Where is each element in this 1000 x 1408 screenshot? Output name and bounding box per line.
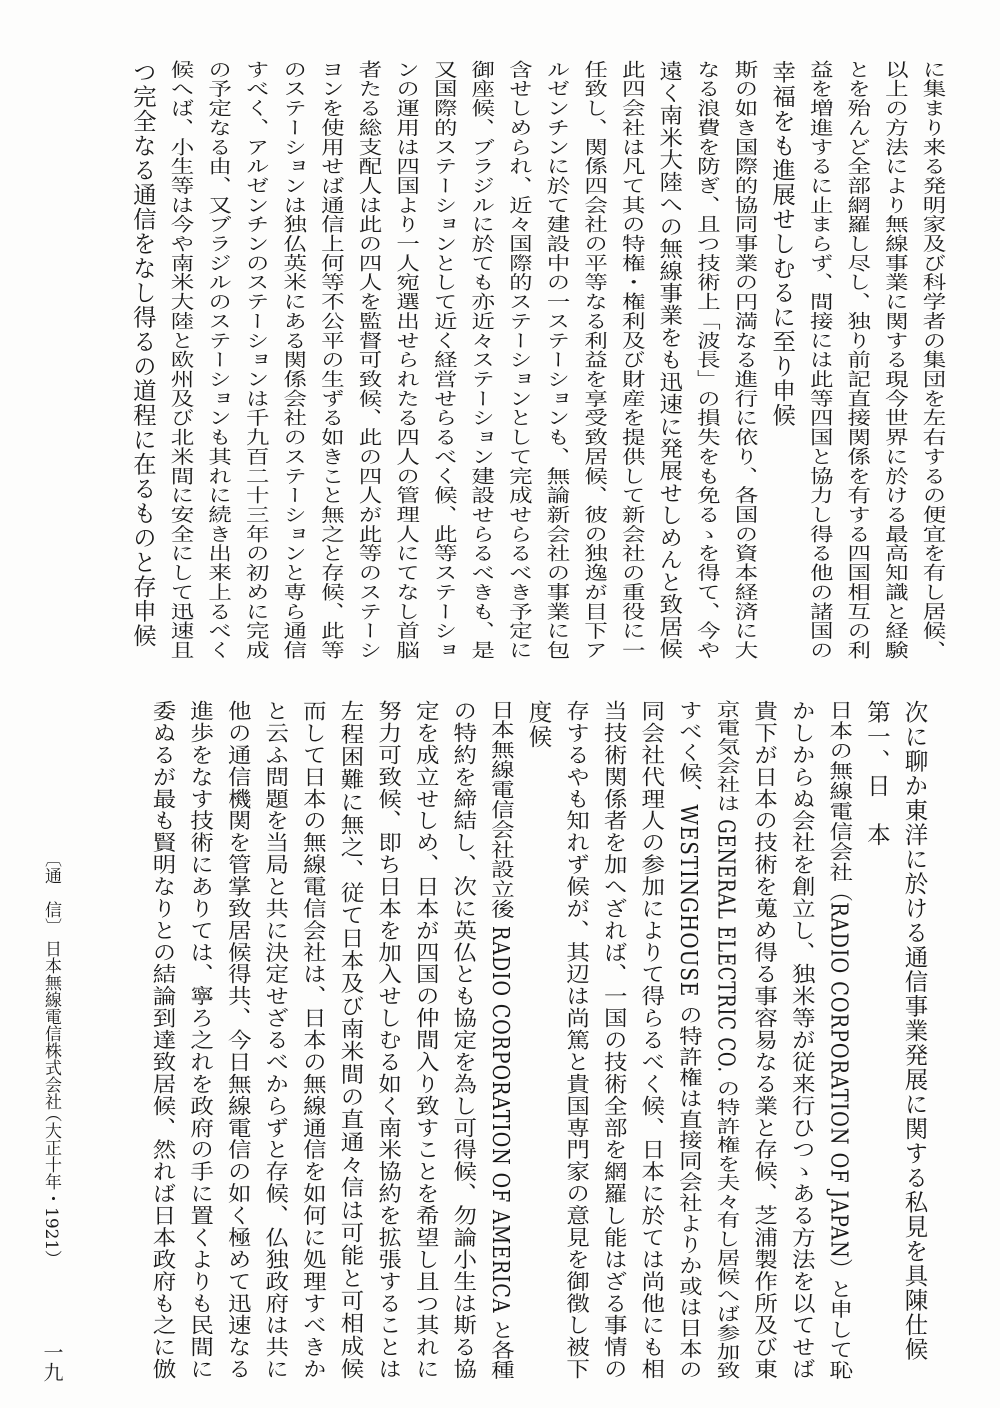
upper-text-line-21: 候へば、小生等は今や南米大陸と欧州及び北米間に安全にして迅速且 (166, 60, 195, 661)
upper-text-line-12: 含せしめられ、近々国際的ステーションとして完成せらるべき予定に (504, 60, 533, 661)
upper-text-line-19: すべく、アルゼンチンのステーションは千九百二十三年の初めに完成 (241, 60, 270, 661)
upper-text-line-11: ルゼンチンに於て建設中の一ステーションも、無論新会社の事業に包 (542, 60, 571, 661)
lower-text-line-12: 日本無線電信会社設立後 RADIO CORPORATION OF AMERICA と各種 (486, 700, 515, 1380)
lower-text-line-3: 日本の無線電信会社（RADIO CORPORATION OF JAPAN）と申して恥 (825, 700, 854, 1380)
lower-text-line-4: かしからぬ会社を創立し、独米等が従来行ひつゝある方法を以てせば (787, 700, 816, 1380)
footer-date: （大正十年・1921） (41, 1105, 61, 1268)
lower-text-line-18: と云ふ問題を当局と共に決定せざるべからずと存候、仏独政府は共に (261, 700, 290, 1380)
lower-text-line-9: 当技術関係者を加へざれば、一国の技術全部を網羅し能はざる事情の (599, 700, 628, 1380)
lower-text-line-20: 進歩をなす技術にありては、寧ろ之れを政府の手に置くよりも民間に (186, 700, 215, 1380)
lower-text-line-1: 次に聊か東洋に於ける通信事業発展に関する私見を具陳仕候 (900, 700, 929, 1362)
lower-text-line-14: 定を成立せしめ、日本が四国の仲間入り致すことを希望し且つ其れに (411, 700, 440, 1380)
lower-text-line-11: 度候 (524, 700, 553, 749)
lower-text-line-8: 同会社代理人の参加によりて得らるべく候、日本に於ては尚他にも相 (637, 700, 666, 1380)
upper-text-line-1: に集まり来る発明家及び科学者の集団を左右するの便宜を有し居候、 (918, 60, 947, 661)
lower-text-line-10: 存するやも知れず候が、其辺は尚篤と貴国専門家の意見を御徴し被下 (562, 700, 591, 1380)
upper-text-line-22: つ完全なる通信をなし得るの道程に在るものと存申候 (128, 60, 157, 648)
lower-text-line-5: 貴下が日本の技術を蒐め得る事容易なる業と存候、芝浦製作所及び東 (750, 700, 779, 1380)
upper-text-line-10: 任致し、関係四会社の平等なる利益を享受致居候、彼の独逸が目下ア (580, 60, 609, 661)
footer-section-label: 〔通 信〕 (41, 850, 61, 935)
lower-text-line-19: 他の通信機関を管掌致居候得共、今日無線電信の如く極めて迅速なる (223, 700, 252, 1380)
lower-text-line-15: 努力可致候、即ち日本を加入せしむる如く南米協約を拡張することは (374, 700, 403, 1380)
upper-text-line-13: 御座候、ブラジルに於ても亦近々ステーション建設せらるべきも、是 (467, 60, 496, 661)
lower-text-line-13: の特約を締結し、次に英仏とも協定を為し可得候、勿論小生は斯る協 (449, 700, 478, 1380)
lower-text-line-6: 京電気会社は GENERAL ELECTRIC CO. の特許権を夫々有し居候へば参加致 (712, 700, 741, 1380)
upper-text-line-14: 又国際的ステーションとして近く経営せらるべく候、此等ステーショ (429, 60, 458, 661)
footer-company-name: 日本無線電信株式会社 (41, 940, 61, 1110)
page-number: 一九 (40, 1342, 64, 1382)
upper-text-line-4: 益を増進するに止まらず、間接には此等四国と協力し得る他の諸国の (805, 60, 834, 661)
lower-text-line-21: 委ぬるが最も賢明なりとの結論到達致居候、然れば日本政府も之に倣 (148, 700, 177, 1380)
upper-text-line-16: 者たる総支配人は此の四人を監督可致候、此の四人が此等のステーシ (354, 60, 383, 661)
upper-text-line-9: 此四会社は凡て其の特権・権利及び財産を提供して新会社の重役に一 (617, 60, 646, 661)
upper-text-line-3: とを殆んど全部網羅し尽し、独り前記直接関係を有する四国相互の利 (843, 60, 872, 661)
lower-text-line-17: 而して日本の無線電信会社は、日本の無線通信を如何に処理すべきか (298, 700, 327, 1380)
upper-text-line-5: 幸福をも進展せしむるに至り申候 (768, 60, 797, 428)
upper-text-line-7: なる浪費を防ぎ、且つ技術上「波長」の損失をも免るゝを得て、今や (692, 60, 721, 661)
upper-text-line-17: ヨンを使用せば通信上何等不公平の生ずる如きこと無之と存候、此等 (316, 60, 345, 661)
upper-text-line-15: ンの運用は四国より一人宛選出せられたる四人の管理人にてなし首脳 (392, 60, 421, 661)
lower-text-line-7: すべく候、WESTINGHOUSE の特許権は直接同会社よりか或は日本の (674, 700, 703, 1381)
upper-text-line-18: のステーションは独仏英米にある関係会社のステーションと専ら通信 (279, 60, 308, 661)
upper-text-line-8: 遠く南米大陸への無線事業をも迅速に発展せしめんと致居候 (655, 60, 684, 660)
lower-text-line-2: 第一、日 本 (862, 700, 891, 847)
upper-text-line-2: 以上の方法により無線事業に関する現今世界に於ける最高知識と経験 (880, 60, 909, 661)
lower-text-line-16: 左程困難に無之、従て日本及び南米間の直通々信は可能と可相成候 (336, 700, 365, 1381)
upper-text-line-6: 斯の如き国際的協同事業の円満なる進行に依り、各国の資本経済に大 (730, 60, 759, 661)
upper-text-line-20: の予定なる由、又ブラジルのステーションも其れに続き出来上るべく (204, 60, 233, 661)
